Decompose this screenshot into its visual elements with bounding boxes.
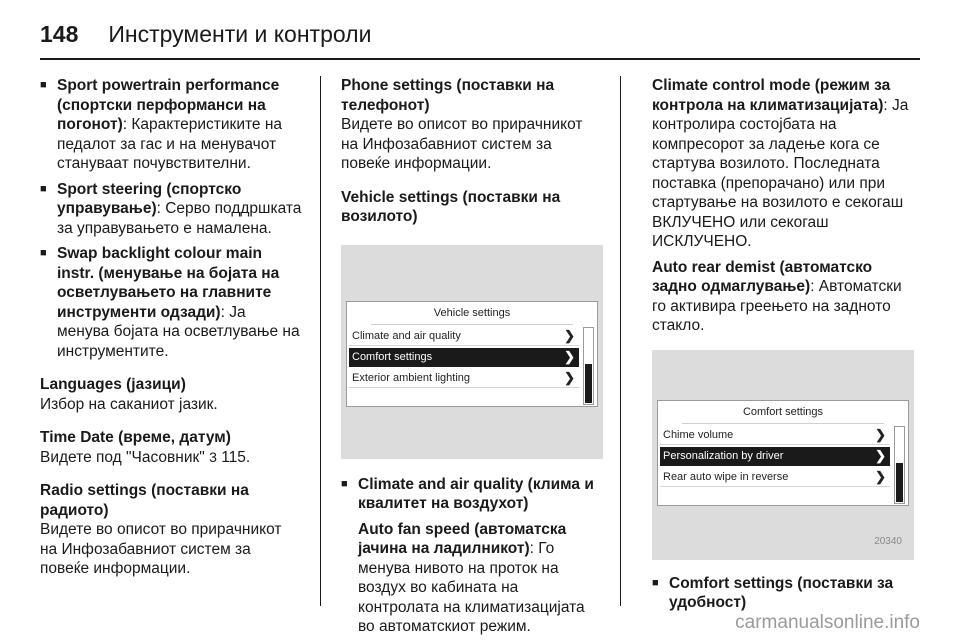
section-text: Видете во описот во прирачникот на Инфозабавниот систем за повеќе информации. — [341, 116, 583, 172]
menu-item-chime-volume[interactable] — [660, 426, 890, 445]
page-title: Инструменти и контроли — [108, 20, 372, 47]
section-text: : Ја контролира состојбата на компресорот за ладење кога се стартува возилото. Последната поставка (препорачано) или при стартување на возилото е секогаш ВКЛУЧЕНО или секогаш ИСКЛУЧЕНО. — [652, 96, 909, 250]
section-title: Vehicle settings (поставки на возилото) — [341, 188, 561, 225]
section-text: : Автоматски го активира греењето на задното стакло. — [652, 278, 902, 334]
panel-title: Comfort settings — [682, 401, 884, 424]
bullet-sport-steering — [40, 180, 302, 239]
menu-item-rear-auto-wipe[interactable] — [660, 468, 890, 487]
section-vehicle-settings — [341, 188, 603, 227]
menu-item-label: Rear auto wipe in reverse — [663, 470, 789, 483]
section-title: Climate control mode (режим за контрола на климатизацијата) — [652, 77, 891, 114]
section-title: Auto rear demist (автоматско задно одмаглување) — [652, 258, 873, 295]
bullet-title: Sport steering (спортско управување) — [57, 180, 242, 217]
settings-panel — [657, 400, 909, 506]
column-divider-1 — [320, 76, 321, 606]
scrollbar[interactable] — [583, 327, 594, 405]
menu-item-label: Exterior ambient lighting — [352, 371, 471, 384]
column-1 — [40, 76, 302, 593]
column-3 — [652, 76, 914, 619]
section-title: Languages (јазици) — [40, 376, 186, 393]
section-auto-rear-demist — [652, 258, 914, 336]
bullet-title: Comfort settings (поставки за удобност) — [669, 574, 894, 611]
column-divider-2 — [620, 76, 621, 606]
column-2 — [341, 76, 603, 643]
chevron-right-icon: ❯ — [875, 447, 886, 463]
menu-item-label: Personalization by driver — [663, 449, 784, 462]
section-title: Phone settings (поставки на телефонот) — [341, 77, 555, 114]
menu-item-climate[interactable] — [349, 327, 579, 346]
section-text: Видете во описот во прирачникот на Инфозабавниот систем за повеќе информации. — [40, 521, 282, 577]
scrollbar-thumb[interactable] — [585, 364, 592, 403]
image-code: 20340 — [874, 536, 902, 547]
bullet-climate-air-quality — [341, 475, 603, 637]
page-reference-arrow-icon: 3 — [209, 448, 217, 465]
section-text: Избор на саканиот јазик. — [40, 395, 218, 413]
menu-item-exterior-lighting[interactable] — [349, 369, 579, 388]
section-time-date — [40, 428, 302, 467]
section-radio-settings — [40, 481, 302, 579]
sub-text: : Го менува нивото на проток на воздух во кабината на контролата на климатизацијата во автоматскиот режим. — [358, 540, 585, 635]
scrollbar-thumb[interactable] — [896, 463, 903, 502]
chevron-right-icon: ❯ — [564, 327, 575, 343]
settings-panel — [346, 301, 598, 407]
page-reference: 115. — [221, 448, 251, 466]
chevron-right-icon: ❯ — [875, 468, 886, 484]
bullet-comfort-settings — [652, 574, 914, 613]
section-title: Radio settings (поставки на радиото) — [40, 482, 249, 519]
bullet-swap-backlight — [40, 244, 302, 361]
comfort-settings-screen — [652, 350, 914, 560]
menu-item-label: Climate and air quality — [352, 329, 461, 342]
section-languages — [40, 375, 302, 414]
bullet-title: ■ Climate and air quality (клима и квалитет на воздухот) — [358, 475, 594, 512]
menu-item-personalization[interactable] — [660, 447, 890, 466]
menu-item-label: Chime volume — [663, 428, 734, 441]
bullet-title: Swap backlight colour main instr. (менување на бојата на осветлувањето на главните инструменти одзади) — [57, 245, 280, 321]
sub-title: Auto fan speed (автоматска јачина на ладилникот) — [358, 520, 567, 557]
chevron-right-icon: ❯ — [875, 426, 886, 442]
page-number: 148 — [40, 20, 79, 47]
scrollbar[interactable] — [894, 426, 905, 504]
bullet-text: : Серво поддршката за управувањето е намалена. — [57, 200, 302, 237]
bullet-text: : Карактеристиките на педалот за гас и на менувачот стануваат почувствителни. — [57, 116, 283, 172]
bullet-sport-powertrain — [40, 76, 302, 174]
section-climate-control-mode — [652, 76, 914, 252]
page-header — [40, 14, 371, 54]
sub-auto-fan-speed — [358, 520, 603, 637]
chevron-right-icon: ❯ — [564, 348, 575, 364]
watermark: carmanualsonline.info — [735, 612, 920, 633]
menu-item-comfort[interactable] — [349, 348, 579, 367]
vehicle-settings-screen — [341, 245, 603, 459]
section-text — [40, 448, 302, 468]
section-title: Time Date (време, датум) — [40, 429, 231, 446]
chevron-right-icon: ❯ — [564, 369, 575, 385]
header-divider — [40, 58, 920, 60]
bullet-text: : Ја менува бојата на осветлување на инструментите. — [57, 303, 300, 360]
time-text-pre: Видете под "Часовник" — [40, 448, 205, 466]
section-phone-settings — [341, 76, 603, 174]
menu-item-label: Comfort settings — [352, 350, 433, 363]
panel-title: Vehicle settings — [371, 302, 573, 325]
bullet-title: Sport powertrain performance (спортски перформанси на погонот) — [57, 77, 280, 133]
